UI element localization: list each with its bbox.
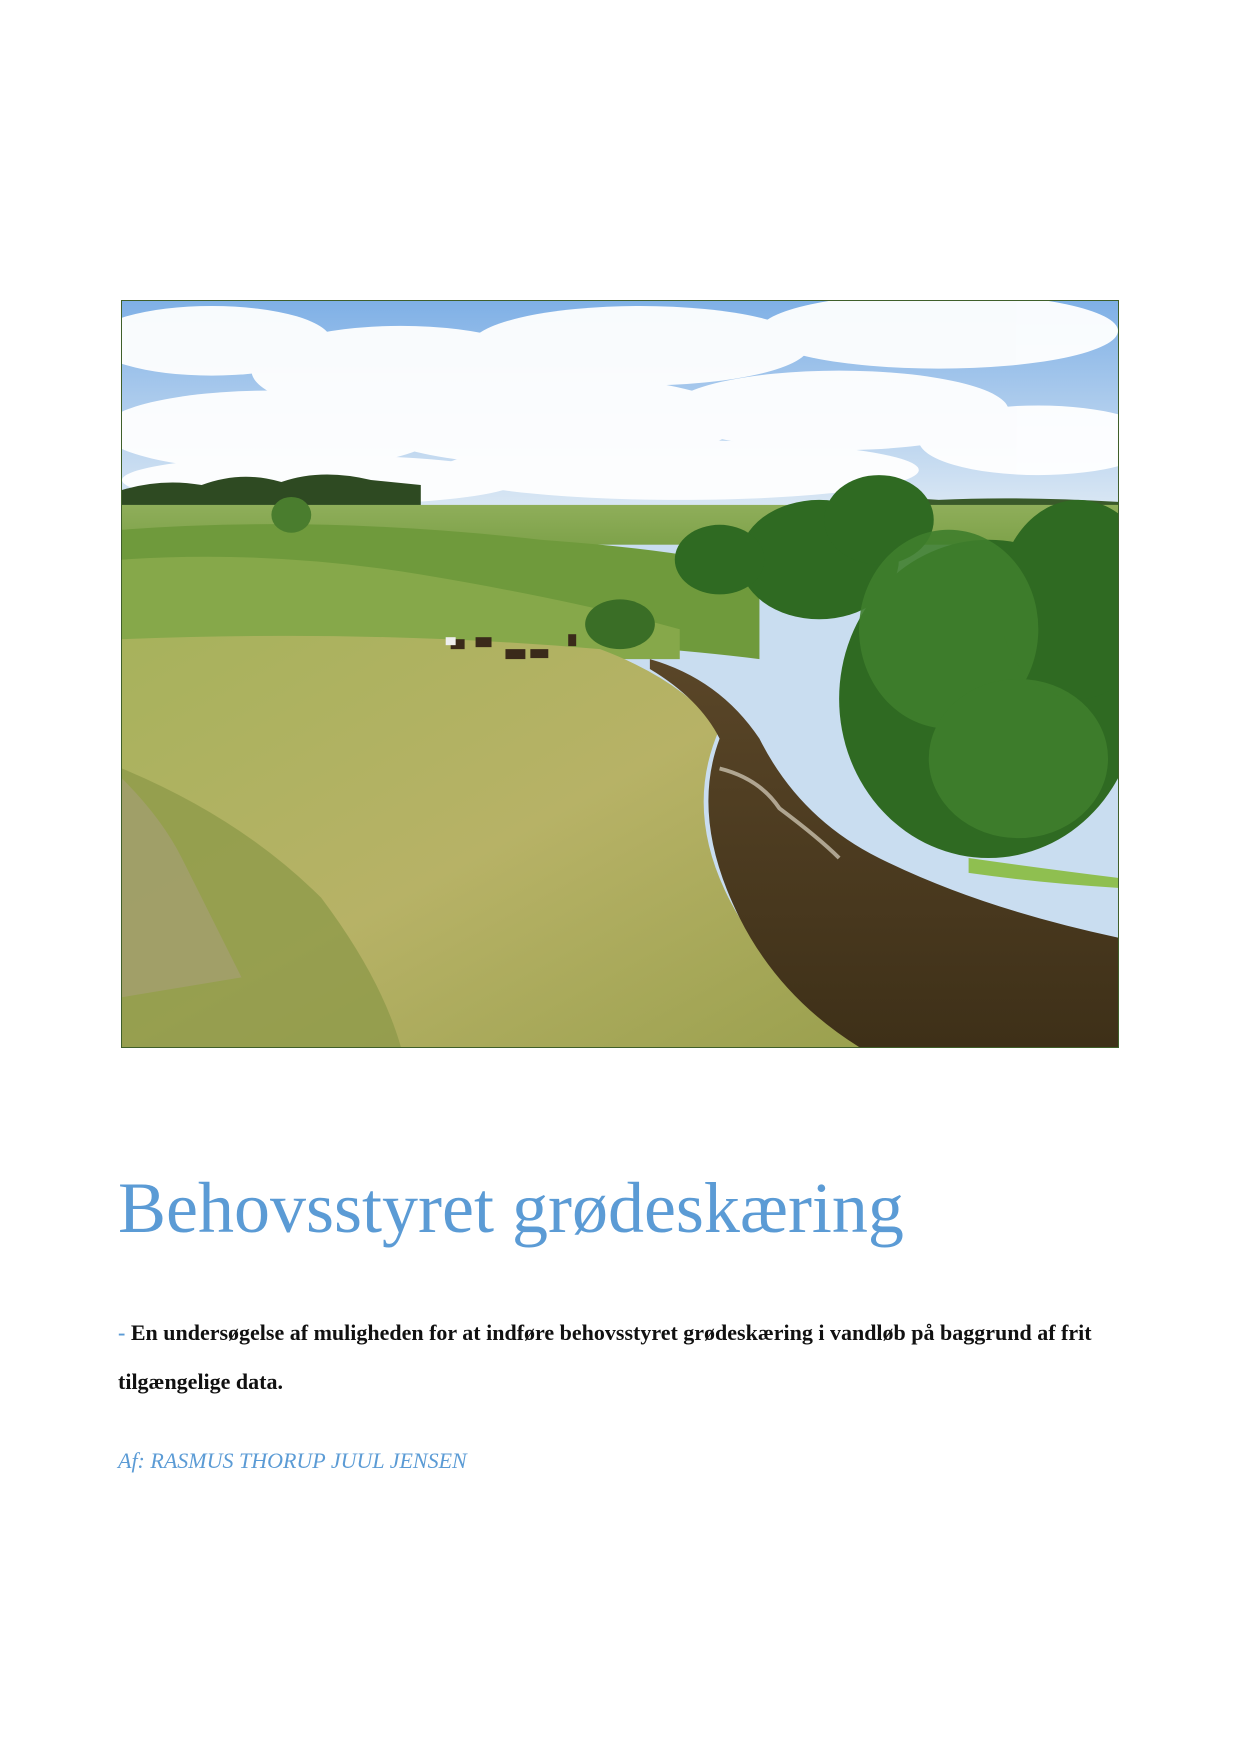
cover-photo — [121, 300, 1119, 1048]
document-subtitle — [118, 1308, 1128, 1406]
subtitle-text: En undersøgelse af muligheden for at indføre behovsstyret grødeskæring i vandløb på baggrund af frit tilgængelige data. — [118, 1320, 1092, 1394]
document-title: Behovsstyret grødeskæring — [118, 1168, 904, 1248]
subtitle-dash: - — [118, 1320, 126, 1345]
document-author: Af: RASMUS THORUP JUUL JENSEN — [118, 1448, 467, 1473]
landscape-river-photo — [122, 301, 1118, 1047]
